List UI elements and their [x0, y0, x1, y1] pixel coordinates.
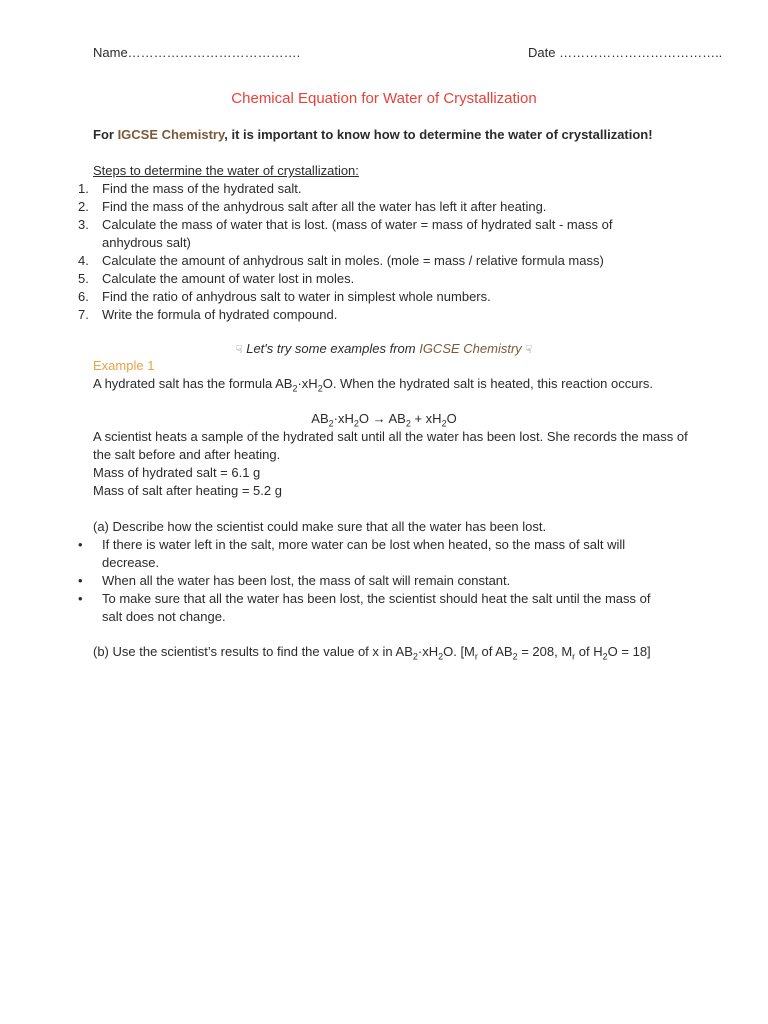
mass-after-line: Mass of salt after heating = 5.2 g	[93, 483, 282, 498]
subscript: 2	[438, 651, 444, 662]
date-field-label: Date ………………………………..	[528, 45, 723, 60]
text-run: O. [M	[443, 644, 475, 659]
reaction-equation	[0, 410, 768, 428]
text-run: ·xH	[417, 644, 439, 659]
step-item	[78, 216, 698, 252]
bullet-icon: •	[78, 573, 83, 588]
intro-suffix: , it is important to know how to determine the water of crystallization!	[224, 127, 653, 142]
text-run: ·xH	[333, 411, 354, 426]
question-a: (a) Describe how the scientist could make sure that all the water has been lost.	[93, 519, 547, 534]
scientist-paragraph: A scientist heats a sample of the hydrated salt until all the water has been lost. She records the mass of the salt before and after heating.	[93, 429, 688, 462]
step-text: Find the mass of the anhydrous salt after all the water has left it after heating.	[102, 199, 547, 214]
step-text: Write the formula of hydrated compound.	[102, 307, 338, 322]
subscript: 2	[317, 383, 323, 394]
answer-bullet	[78, 536, 698, 572]
steps-heading: Steps to determine the water of crystallization:	[93, 163, 359, 178]
intro-brand-link[interactable]: IGCSE Chemistry	[117, 127, 225, 142]
example-label: Example 1	[93, 358, 155, 373]
subscript: 2	[353, 418, 359, 429]
subscript: 2	[512, 651, 518, 662]
subscript: 2	[602, 651, 608, 662]
text-run: + xH	[410, 411, 442, 426]
name-field-label: Name………………………………….	[93, 45, 301, 60]
step-number: 6.	[78, 289, 89, 304]
text-run: ·xH	[297, 376, 318, 391]
text-run: O	[446, 411, 457, 426]
step-text: Calculate the mass of water that is lost. (mass of water = mass of hydrated salt - mass of anhydrous salt)	[102, 217, 613, 250]
subscript: 2	[292, 383, 298, 394]
text-run: of AB	[477, 644, 513, 659]
step-item	[78, 180, 698, 198]
mass-hydrated-line: Mass of hydrated salt = 6.1 g	[93, 465, 261, 480]
step-number: 4.	[78, 253, 89, 268]
bullet-text: If there is water left in the salt, more water can be lost when heated, so the mass of salt will decrease.	[102, 537, 626, 570]
question-b	[93, 643, 693, 661]
step-text: Calculate the amount of anhydrous salt in moles. (mole = mass / relative formula mass)	[102, 253, 604, 268]
step-item	[78, 306, 698, 324]
text-run: = 208, M	[517, 644, 573, 659]
example-formula-paragraph	[93, 375, 693, 393]
step-number: 3.	[78, 217, 89, 232]
text-run: AB	[311, 411, 329, 426]
intro-paragraph	[93, 126, 693, 144]
text-run: (b) Use the scientist’s results to find the value of x in AB	[93, 644, 413, 659]
step-number: 7.	[78, 307, 89, 322]
step-text: Calculate the amount of water lost in moles.	[102, 271, 355, 286]
step-item	[78, 270, 698, 288]
answer-bullet	[78, 590, 698, 626]
step-text: Find the ratio of anhydrous salt to water in simplest whole numbers.	[102, 289, 491, 304]
step-number: 5.	[78, 271, 89, 286]
text-run: O = 18]	[607, 644, 651, 659]
subscript: r	[572, 651, 576, 662]
step-item	[78, 288, 698, 306]
bullet-icon: •	[78, 537, 83, 552]
intro-prefix: For	[93, 127, 118, 142]
hand-pointing-down-icon: ☟	[235, 344, 243, 356]
step-item	[78, 198, 698, 216]
subscript: 2	[405, 418, 411, 429]
step-text: Find the mass of the hydrated salt.	[102, 181, 302, 196]
text-run: O. When the hydrated salt is heated, this reaction occurs.	[322, 376, 653, 391]
subscript: 2	[328, 418, 334, 429]
step-number: 1.	[78, 181, 89, 196]
tryline-prefix: Let's try some examples from	[246, 341, 420, 356]
tryline-brand-link[interactable]: IGCSE Chemistry	[419, 341, 522, 356]
bullet-text: To make sure that all the water has been lost, the scientist should heat the salt until the mass of salt does not change.	[102, 591, 651, 624]
text-run: A hydrated salt has the formula AB	[93, 376, 293, 391]
subscript: 2	[412, 651, 418, 662]
hand-pointing-down-icon: ☟	[525, 344, 533, 356]
subscript: r	[474, 651, 478, 662]
bullet-icon: •	[78, 591, 83, 606]
text-run: O → AB	[358, 411, 406, 426]
page-title: Chemical Equation for Water of Crystallization	[231, 90, 537, 107]
step-number: 2.	[78, 199, 89, 214]
answer-bullet	[78, 572, 698, 590]
step-item	[78, 252, 698, 270]
bullet-text: When all the water has been lost, the mass of salt will remain constant.	[102, 573, 511, 588]
subscript: 2	[441, 418, 447, 429]
text-run: of H	[575, 644, 603, 659]
